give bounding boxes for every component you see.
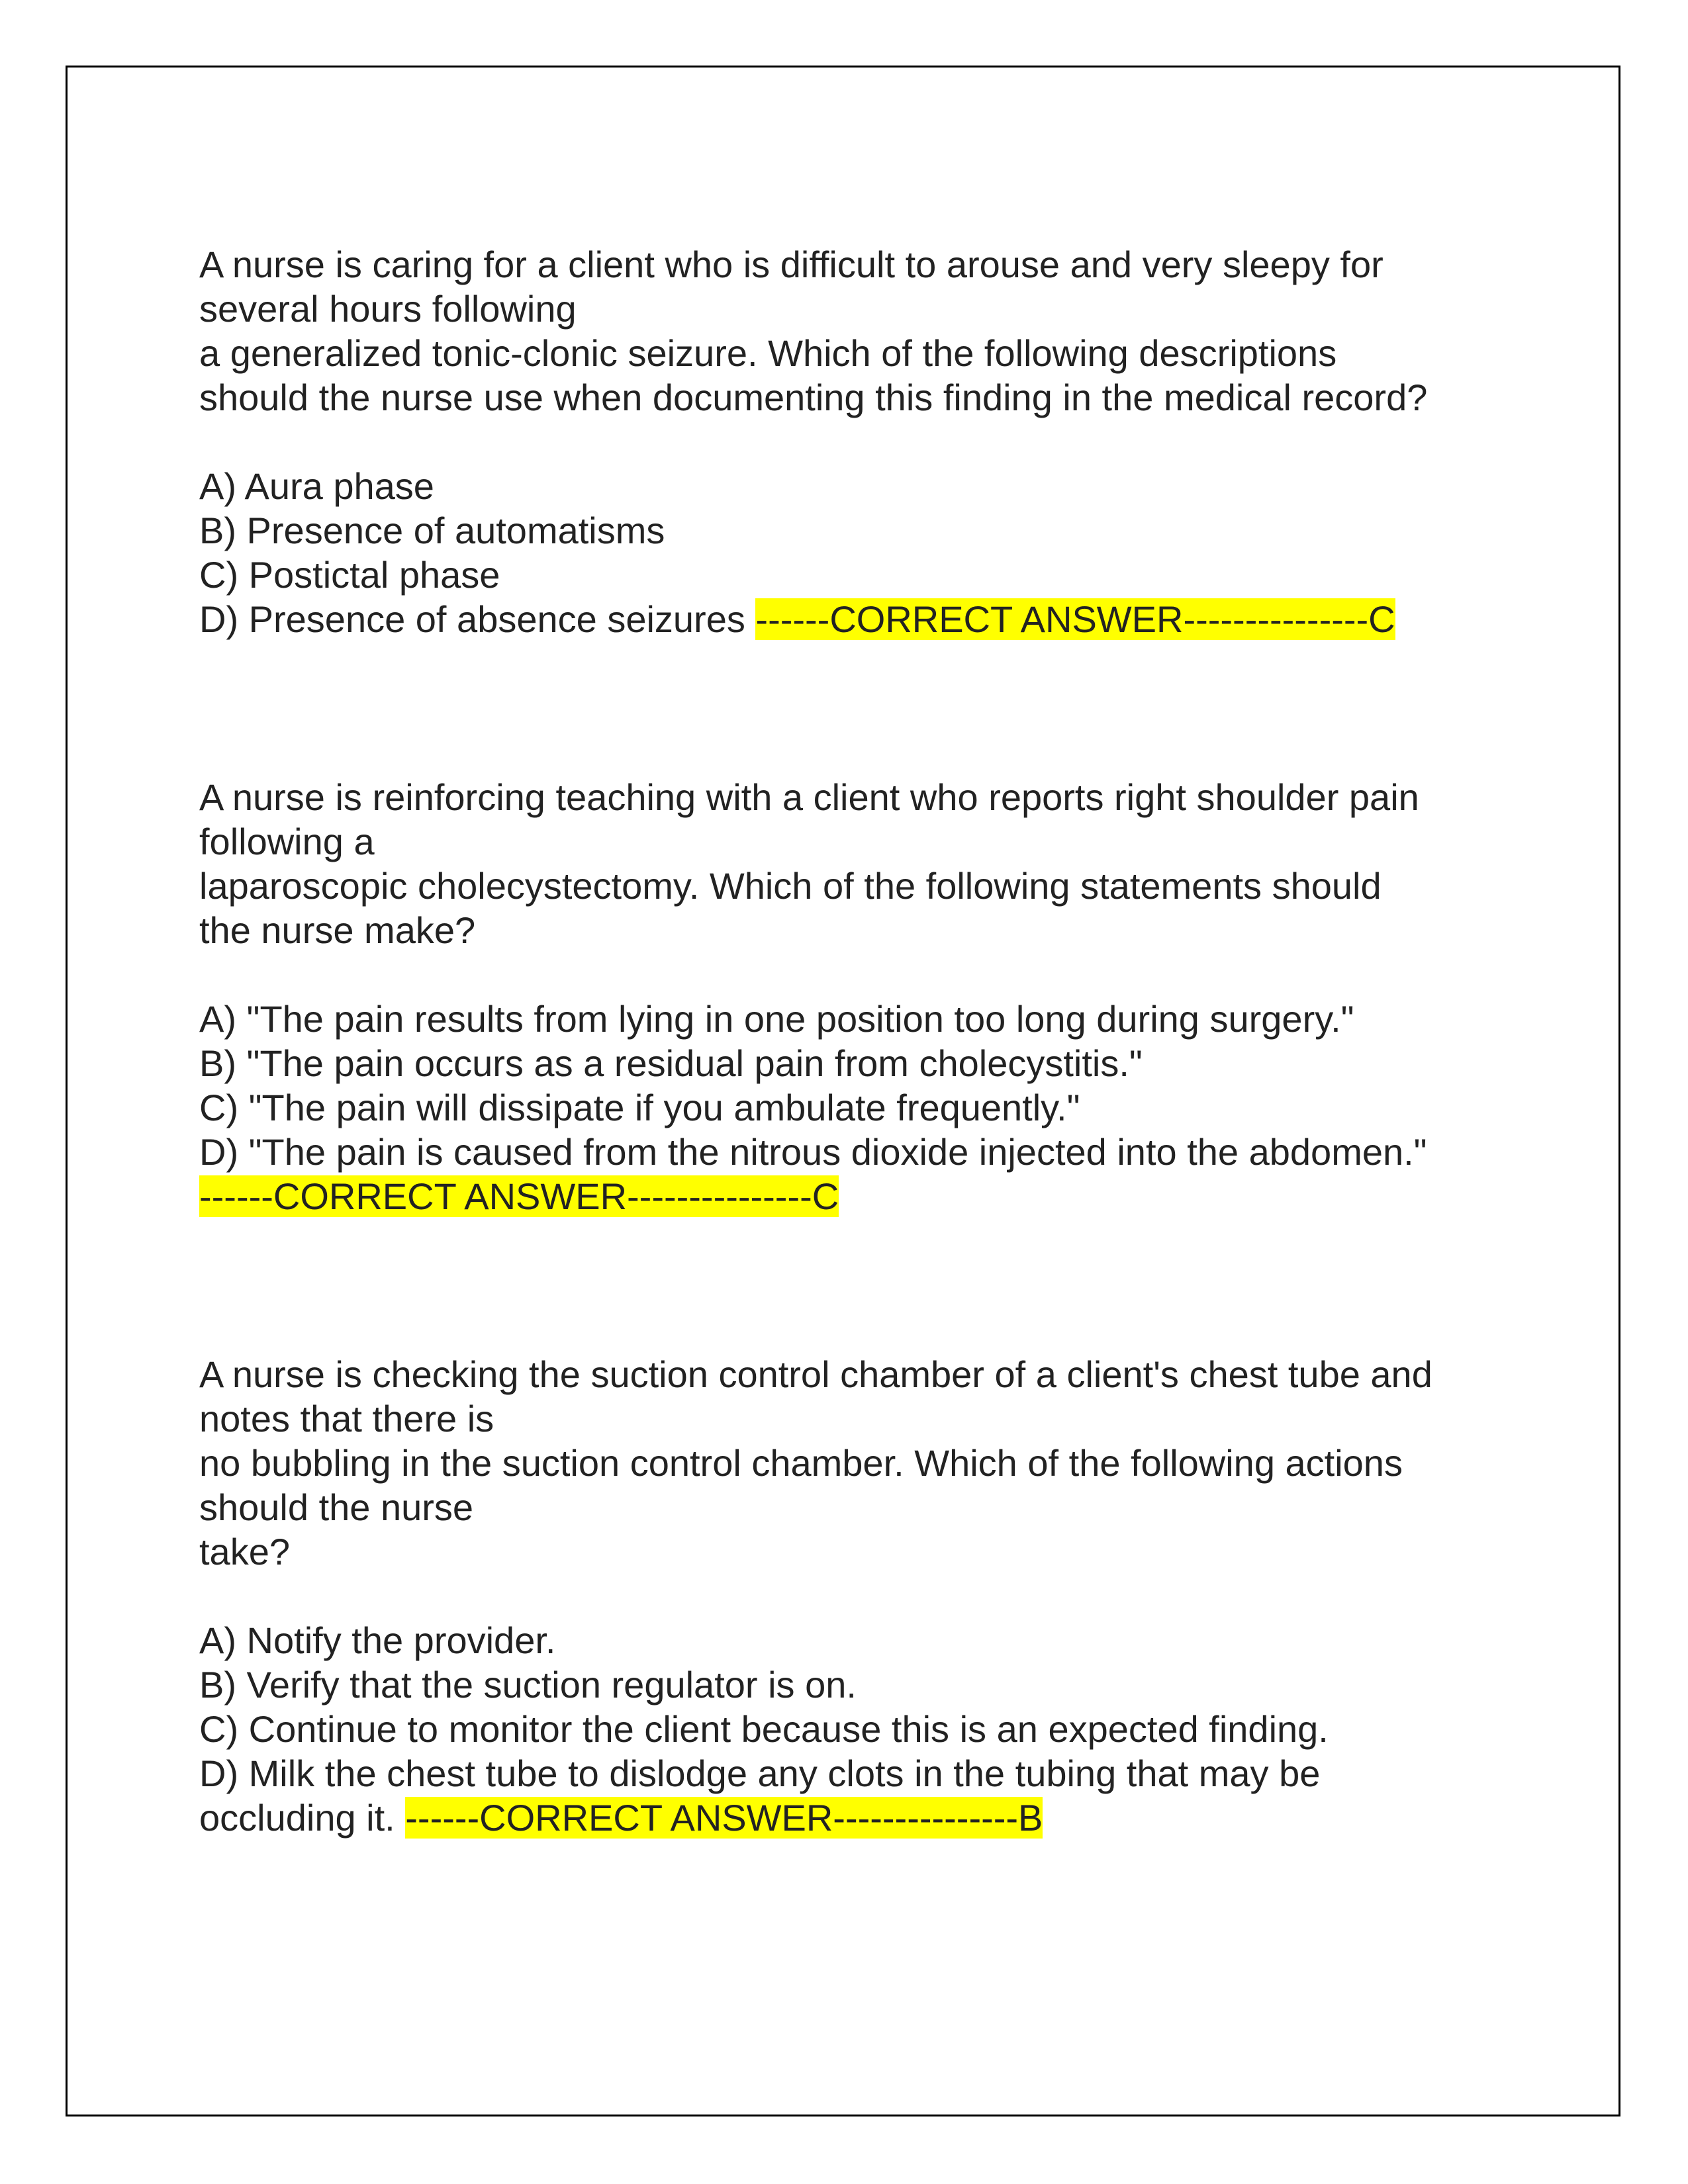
question-2-option-d: D) "The pain is caused from the nitrous dioxide injected into the abdomen." — [199, 1131, 1427, 1173]
question-1-stem-line-2: several hours following — [199, 288, 577, 330]
question-1-stem-line-1: A nurse is caring for a client who is difficult to arouse and very sleepy for — [199, 244, 1383, 285]
question-3-option-c: C) Continue to monitor the client because this is an expected finding. — [199, 1708, 1329, 1750]
question-1-stem-line-4: should the nurse use when documenting this finding in the medical record? — [199, 377, 1428, 418]
question-2-option-b: B) "The pain occurs as a residual pain from cholecystitis." — [199, 1042, 1143, 1084]
question-1-option-c: C) Postictal phase — [199, 554, 500, 596]
question-3-option-d: D) Milk the chest tube to dislodge any clots in the tubing that may be — [199, 1752, 1321, 1794]
question-1-option-b: B) Presence of automatisms — [199, 510, 665, 551]
question-3-correct-answer: ------CORRECT ANSWER---------------B — [405, 1797, 1043, 1839]
question-3-stem-line-2: notes that there is — [199, 1398, 494, 1439]
question-3-option-a: A) Notify the provider. — [199, 1619, 556, 1661]
question-1-option-d-line — [199, 597, 1523, 641]
question-2-option-c: C) "The pain will dissipate if you ambulate frequently." — [199, 1087, 1080, 1128]
document-content — [199, 242, 1523, 1840]
question-3-option-d-continued-line — [199, 1796, 1523, 1840]
question-3-stem-line-1: A nurse is checking the suction control chamber of a client's chest tube and — [199, 1353, 1432, 1395]
question-1-option-d: D) Presence of absence seizures — [199, 598, 756, 640]
question-2-stem-line-2: following a — [199, 821, 375, 862]
question-2-stem-line-1: A nurse is reinforcing teaching with a client who reports right shoulder pain — [199, 776, 1419, 818]
question-3 — [199, 1352, 1523, 1840]
question-2-stem-line-3: laparoscopic cholecystectomy. Which of the following statements should — [199, 865, 1382, 907]
question-1-option-a: A) Aura phase — [199, 465, 434, 507]
question-2-correct-answer: ------CORRECT ANSWER---------------C — [199, 1175, 839, 1217]
question-1 — [199, 242, 1523, 641]
question-3-option-d-continued: occluding it. — [199, 1797, 406, 1839]
question-3-stem-line-4: should the nurse — [199, 1486, 474, 1528]
question-2-stem-line-4: the nurse make? — [199, 909, 476, 951]
question-1-stem-line-3: a generalized tonic-clonic seizure. Which of the following descriptions — [199, 332, 1337, 374]
question-2 — [199, 775, 1523, 1218]
question-3-stem-line-3: no bubbling in the suction control chamber. Which of the following actions — [199, 1442, 1403, 1484]
question-3-stem-line-5: take? — [199, 1531, 290, 1572]
question-2-answer-line — [199, 1174, 1523, 1218]
question-2-option-a: A) "The pain results from lying in one position too long during surgery." — [199, 998, 1354, 1040]
question-1-correct-answer: ------CORRECT ANSWER---------------C — [755, 598, 1395, 640]
question-3-option-b: B) Verify that the suction regulator is on. — [199, 1664, 857, 1706]
